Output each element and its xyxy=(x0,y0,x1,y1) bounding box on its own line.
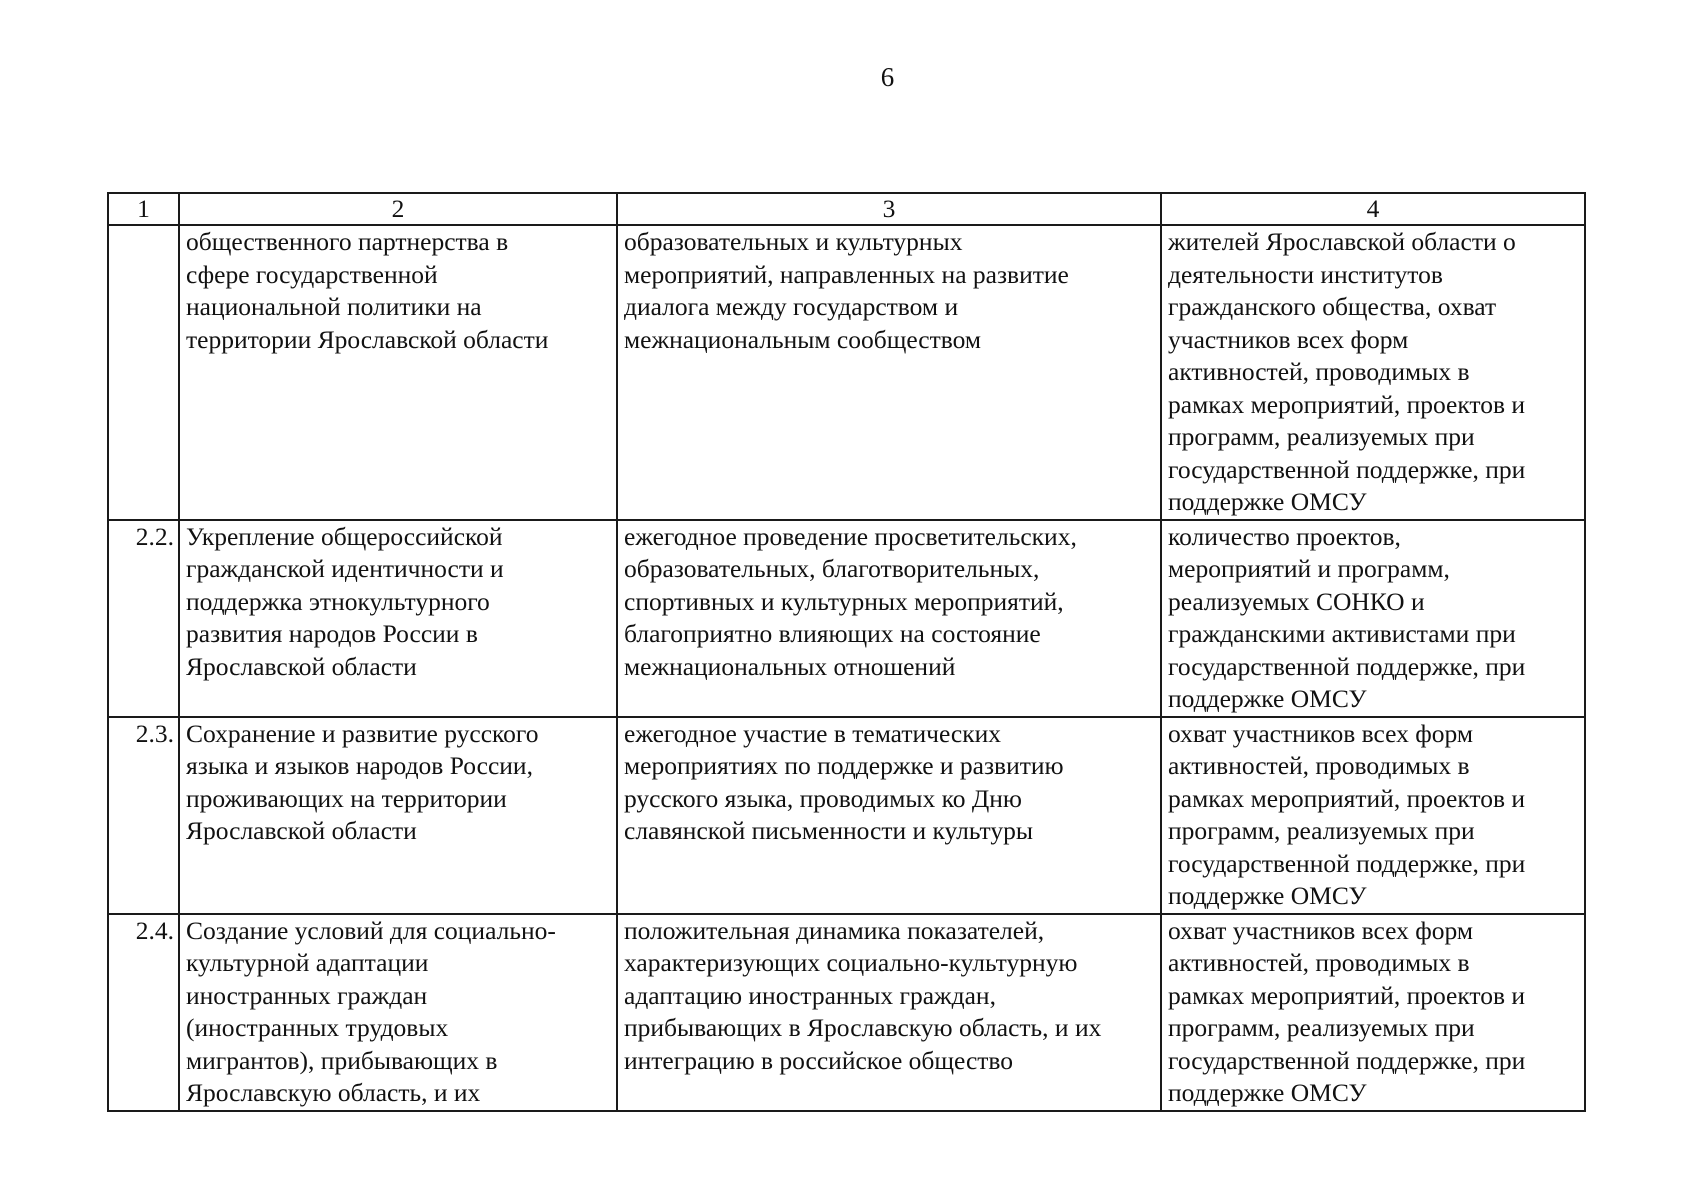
cell-text-line: программ, реализуемых при xyxy=(1168,816,1475,845)
cell-text-line: активностей, проводимых в xyxy=(1168,751,1470,780)
header-cell-2: 2 xyxy=(179,193,617,225)
cell-text-line: положительная динамика показателей, xyxy=(624,915,1045,945)
cell-text-line: мероприятий и программ, xyxy=(1168,554,1450,583)
row-number-cell: 2.2. xyxy=(108,520,179,717)
cell-text-line: мигрантов), прибывающих в xyxy=(186,1045,498,1075)
program-table xyxy=(107,192,1586,1112)
cell-text-line: ежегодное проведение просветительских, xyxy=(624,521,1077,551)
cell-text-line: проживающих на территории xyxy=(186,783,507,813)
cell-text-line: рамках мероприятий, проектов и xyxy=(1168,980,1526,1010)
cell-text-line: государственной поддержке, при xyxy=(1168,1045,1526,1075)
cell-text-line: интеграцию в российское общество xyxy=(624,1045,1014,1075)
header-cell-1: 1 xyxy=(108,193,179,225)
cell-text-line: межнациональных отношений xyxy=(624,651,956,681)
cell-text-line: характеризующих социально-культурную xyxy=(624,948,1078,977)
cell-text-line: деятельности институтов xyxy=(1168,259,1443,289)
cell-text-line: спортивных и культурных мероприятий, xyxy=(624,586,1064,616)
cell-text-line: адаптацию иностранных граждан, xyxy=(624,980,996,1010)
page-number: 6 xyxy=(880,62,895,92)
table-cell-col4 xyxy=(1161,717,1585,914)
cell-text-line: славянской письменности и культуры xyxy=(624,816,1033,845)
cell-text-line: образовательных и культурных xyxy=(624,227,963,256)
cell-text-line: национальной политики на xyxy=(186,292,482,321)
header-cell-3: 3 xyxy=(617,193,1161,225)
cell-text-line: территории Ярославской области xyxy=(186,324,549,354)
table-row xyxy=(108,225,1585,520)
table-cell-col3 xyxy=(617,717,1161,914)
cell-text-line: реализуемых СОНКО и xyxy=(1168,586,1425,616)
cell-text-line: ежегодное участие в тематических xyxy=(624,718,1001,748)
cell-text-line: культурной адаптации xyxy=(186,948,429,977)
cell-text-line: поддержке ОМСУ xyxy=(1168,1078,1367,1107)
cell-text-line: активностей, проводимых в xyxy=(1168,357,1470,386)
cell-text-line: русского языка, проводимых ко Дню xyxy=(624,783,1022,813)
cell-text-line: государственной поддержке, при xyxy=(1168,454,1526,484)
cell-text-line: благоприятно влияющих на состояние xyxy=(624,619,1041,648)
cell-text-line: государственной поддержке, при xyxy=(1168,848,1526,878)
cell-text-line: мероприятий, направленных на развитие xyxy=(624,259,1069,289)
cell-text-line: иностранных граждан xyxy=(186,980,428,1010)
cell-text-line: образовательных, благотворительных, xyxy=(624,554,1040,583)
cell-text-line: жителей Ярославской области о xyxy=(1168,227,1516,256)
cell-text-line: диалога между государством и xyxy=(624,292,959,321)
cell-text-line: прибывающих в Ярославскую область, и их xyxy=(624,1013,1102,1042)
cell-text-line: охват участников всех форм xyxy=(1168,915,1474,945)
table-cell-col2 xyxy=(179,914,617,1111)
table-cell-col2 xyxy=(179,717,617,914)
row-number-cell: 2.4. xyxy=(108,914,179,1111)
cell-text-line: общественного партнерства в xyxy=(186,227,509,256)
cell-text-line: государственной поддержке, при xyxy=(1168,651,1526,681)
cell-text-line: гражданского общества, охват xyxy=(1168,292,1497,321)
table-cell-col3 xyxy=(617,225,1161,520)
cell-text-line: участников всех форм xyxy=(1168,324,1409,354)
table-row xyxy=(108,520,1585,717)
cell-text-line: Ярославской области xyxy=(186,816,417,845)
table-cell-col4 xyxy=(1161,225,1585,520)
cell-text-line: развития народов России в xyxy=(186,619,478,648)
table-cell-col4 xyxy=(1161,520,1585,717)
cell-text-line: поддержке ОМСУ xyxy=(1168,881,1367,910)
table-cell-col3 xyxy=(617,914,1161,1111)
header-cell-4: 4 xyxy=(1161,193,1585,225)
row-number-cell xyxy=(108,225,179,520)
cell-text-line: программ, реализуемых при xyxy=(1168,422,1475,451)
table-cell-col4 xyxy=(1161,914,1585,1111)
cell-text-line: программ, реализуемых при xyxy=(1168,1013,1475,1042)
table-row xyxy=(108,914,1585,1111)
table-body xyxy=(108,225,1585,1111)
table-cell-col3 xyxy=(617,520,1161,717)
table-cell-col2 xyxy=(179,225,617,520)
cell-text-line: рамках мероприятий, проектов и xyxy=(1168,389,1526,419)
cell-text-line: Ярославской области xyxy=(186,651,417,681)
cell-text-line: гражданскими активистами при xyxy=(1168,619,1516,648)
cell-text-line: мероприятиях по поддержке и развитию xyxy=(624,751,1064,780)
cell-text-line: Укрепление общероссийской xyxy=(186,521,503,551)
cell-text-line: Ярославскую область, и их xyxy=(186,1078,481,1107)
header-row xyxy=(108,193,1585,225)
table-row xyxy=(108,717,1585,914)
cell-text-line: языка и языков народов России, xyxy=(186,751,533,780)
cell-text-line: количество проектов, xyxy=(1168,521,1401,551)
cell-text-line: Создание условий для социально- xyxy=(186,915,556,945)
cell-text-line: поддержке ОМСУ xyxy=(1168,684,1367,713)
cell-text-line: гражданской идентичности и xyxy=(186,554,504,583)
cell-text-line: сфере государственной xyxy=(186,259,438,289)
cell-text-line: активностей, проводимых в xyxy=(1168,948,1470,977)
cell-text-line: поддержка этнокультурного xyxy=(186,586,490,616)
table-cell-col2 xyxy=(179,520,617,717)
cell-text-line: охват участников всех форм xyxy=(1168,718,1474,748)
row-number-cell: 2.3. xyxy=(108,717,179,914)
cell-text-line: рамках мероприятий, проектов и xyxy=(1168,783,1526,813)
cell-text-line: межнациональным сообществом xyxy=(624,324,982,354)
cell-text-line: (иностранных трудовых xyxy=(186,1013,449,1042)
cell-text-line: Сохранение и развитие русского xyxy=(186,718,539,748)
cell-text-line: поддержке ОМСУ xyxy=(1168,487,1367,516)
